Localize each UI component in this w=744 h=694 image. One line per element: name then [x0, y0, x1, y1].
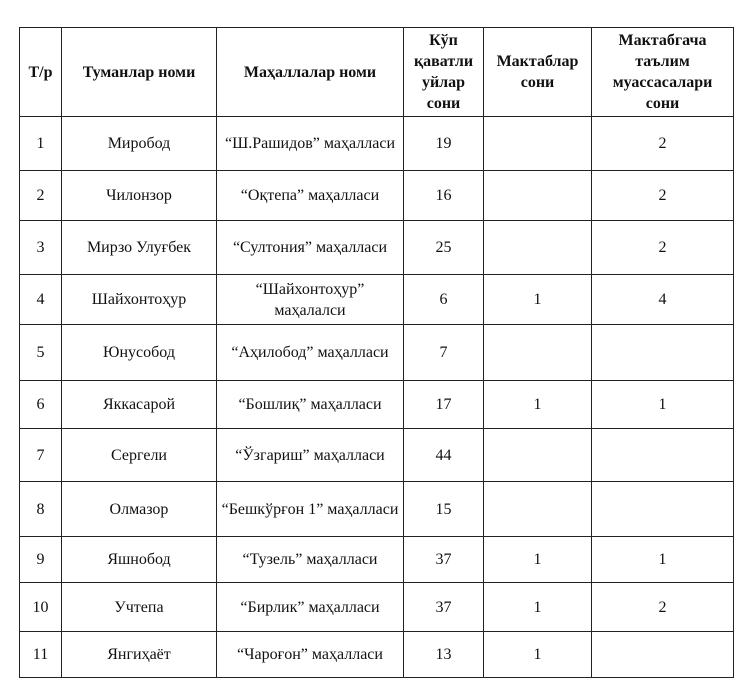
cell-district: Чилонзор — [62, 171, 217, 221]
cell-mahalla: “Бошлиқ” маҳалласи — [217, 381, 404, 429]
header-buildings: Кўп қаватли уйлар сони — [404, 28, 484, 117]
cell-buildings: 44 — [404, 429, 484, 482]
table-row — [20, 482, 734, 537]
table-row — [20, 429, 734, 482]
cell-number: 7 — [20, 429, 62, 482]
cell-mahalla: “Шайхонтоҳур” маҳалалси — [217, 275, 404, 325]
header-mahalla: Маҳаллалар номи — [217, 28, 404, 117]
cell-district: Сергели — [62, 429, 217, 482]
cell-kindergartens — [592, 429, 734, 482]
cell-schools — [484, 221, 592, 275]
cell-schools — [484, 117, 592, 171]
cell-buildings: 15 — [404, 482, 484, 537]
cell-district: Мирзо Улуғбек — [62, 221, 217, 275]
header-kindergartens: Мактабгача таълим муассасалари сони — [592, 28, 734, 117]
header-district: Туманлар номи — [62, 28, 217, 117]
cell-mahalla: “Ш.Рашидов” маҳалласи — [217, 117, 404, 171]
cell-kindergartens: 2 — [592, 171, 734, 221]
cell-schools: 1 — [484, 275, 592, 325]
table-row — [20, 381, 734, 429]
table-header-row — [20, 28, 734, 117]
cell-kindergartens: 2 — [592, 117, 734, 171]
cell-kindergartens: 1 — [592, 537, 734, 583]
table-row — [20, 537, 734, 583]
cell-schools: 1 — [484, 632, 592, 678]
cell-buildings: 6 — [404, 275, 484, 325]
table-row — [20, 171, 734, 221]
cell-schools: 1 — [484, 537, 592, 583]
cell-mahalla: “Тузель” маҳалласи — [217, 537, 404, 583]
cell-buildings: 17 — [404, 381, 484, 429]
cell-kindergartens: 1 — [592, 381, 734, 429]
cell-schools: 1 — [484, 381, 592, 429]
cell-buildings: 25 — [404, 221, 484, 275]
cell-number: 10 — [20, 583, 62, 632]
table-row — [20, 275, 734, 325]
cell-kindergartens — [592, 325, 734, 381]
cell-kindergartens: 2 — [592, 583, 734, 632]
cell-buildings: 37 — [404, 583, 484, 632]
cell-kindergartens: 4 — [592, 275, 734, 325]
cell-mahalla: “Бешкўрғон 1” маҳалласи — [217, 482, 404, 537]
cell-district: Яккасарой — [62, 381, 217, 429]
header-schools: Мактаблар сони — [484, 28, 592, 117]
cell-district: Юнусобод — [62, 325, 217, 381]
cell-buildings: 19 — [404, 117, 484, 171]
cell-number: 11 — [20, 632, 62, 678]
cell-number: 5 — [20, 325, 62, 381]
cell-buildings: 13 — [404, 632, 484, 678]
cell-number: 9 — [20, 537, 62, 583]
cell-mahalla: “Бирлик” маҳалласи — [217, 583, 404, 632]
cell-mahalla: “Султония” маҳалласи — [217, 221, 404, 275]
table-row — [20, 221, 734, 275]
cell-buildings: 16 — [404, 171, 484, 221]
cell-district: Миробод — [62, 117, 217, 171]
cell-kindergartens: 2 — [592, 221, 734, 275]
cell-mahalla: “Аҳилобод” маҳалласи — [217, 325, 404, 381]
cell-district: Шайхонтоҳур — [62, 275, 217, 325]
table-row — [20, 325, 734, 381]
cell-number: 8 — [20, 482, 62, 537]
cell-district: Учтепа — [62, 583, 217, 632]
table-row — [20, 117, 734, 171]
table-row — [20, 632, 734, 678]
cell-schools — [484, 482, 592, 537]
mahalla-table — [19, 27, 734, 678]
cell-number: 6 — [20, 381, 62, 429]
cell-mahalla: “Оқтепа” маҳалласи — [217, 171, 404, 221]
cell-district: Янгиҳаёт — [62, 632, 217, 678]
cell-schools — [484, 325, 592, 381]
cell-schools — [484, 429, 592, 482]
cell-buildings: 37 — [404, 537, 484, 583]
cell-district: Олмазор — [62, 482, 217, 537]
cell-number: 2 — [20, 171, 62, 221]
cell-number: 3 — [20, 221, 62, 275]
cell-schools — [484, 171, 592, 221]
header-number: Т/р — [20, 28, 62, 117]
cell-mahalla: “Ўзгариш” маҳалласи — [217, 429, 404, 482]
cell-number: 4 — [20, 275, 62, 325]
cell-district: Яшнобод — [62, 537, 217, 583]
cell-kindergartens — [592, 632, 734, 678]
cell-kindergartens — [592, 482, 734, 537]
cell-schools: 1 — [484, 583, 592, 632]
cell-buildings: 7 — [404, 325, 484, 381]
cell-number: 1 — [20, 117, 62, 171]
table-row — [20, 583, 734, 632]
cell-mahalla: “Чароғон” маҳалласи — [217, 632, 404, 678]
